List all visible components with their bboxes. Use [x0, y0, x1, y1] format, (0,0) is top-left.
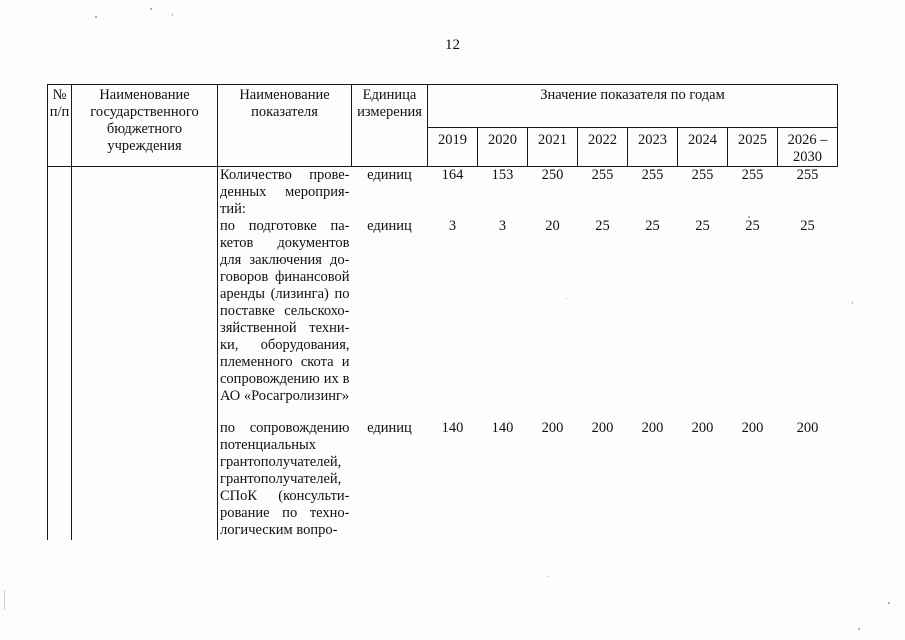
row-number-cell — [48, 218, 72, 420]
row-value: 200 — [591, 420, 614, 436]
header-year: 2020 — [478, 128, 528, 167]
row-value: 200 — [796, 420, 819, 436]
row-unit: единиц — [367, 167, 412, 183]
row-value: 255 — [641, 167, 664, 183]
row-value: 140 — [491, 420, 514, 436]
header-year: 2025 — [728, 128, 778, 167]
scan-speck — [852, 302, 853, 304]
row-number-cell — [48, 420, 72, 540]
row-value: 3 — [498, 218, 507, 234]
header-year: 2022 — [578, 128, 628, 167]
header-indicator: Наименование показателя — [218, 85, 352, 167]
row-value: 255 — [691, 167, 714, 183]
row-value: 200 — [691, 420, 714, 436]
row-value: 25 — [695, 218, 710, 234]
row-institution-cell — [72, 167, 218, 219]
scan-speck — [4, 590, 5, 610]
row-unit: единиц — [367, 420, 412, 436]
scan-speck — [548, 576, 549, 577]
row-value: 140 — [441, 420, 464, 436]
scan-speck — [95, 16, 97, 18]
header-year: 2019 — [428, 128, 478, 167]
row-number-cell — [48, 167, 72, 219]
scan-speck — [858, 628, 860, 630]
table-row — [48, 218, 838, 420]
row-institution-cell — [72, 218, 218, 420]
row-value: 25 — [800, 218, 815, 234]
scan-speck — [172, 14, 173, 16]
row-value: 255 — [796, 167, 819, 183]
header-year: 2023 — [628, 128, 678, 167]
row-indicator: Количество прове-денных мероприя-тий: — [220, 167, 350, 217]
header-year: 2026 – 2030 — [778, 128, 838, 167]
header-institution: Наименование государственного бюджетного учреждения — [72, 85, 218, 167]
header-no: № п/п — [48, 85, 72, 167]
scan-speck — [888, 602, 890, 604]
scan-speck — [566, 298, 567, 299]
header-year: 2024 — [678, 128, 728, 167]
scan-speck — [748, 216, 750, 218]
row-value: 25 — [645, 218, 660, 234]
row-institution-cell — [72, 420, 218, 540]
row-value: 25 — [745, 218, 760, 234]
row-indicator: по сопровождению потенциальных грантополучателей, грантополучателей, СПоК (консульти-рование по техно-логическим вопро- — [220, 420, 350, 538]
scan-speck — [150, 8, 152, 10]
table-row — [48, 420, 838, 540]
page-number: 12 — [445, 37, 460, 53]
row-value: 200 — [641, 420, 664, 436]
row-unit: единиц — [367, 218, 412, 234]
table-row — [48, 167, 838, 219]
row-value: 200 — [741, 420, 764, 436]
row-value: 255 — [741, 167, 764, 183]
row-value: 3 — [448, 218, 457, 234]
header-unit: Единица измерения — [352, 85, 428, 167]
indicator-table — [47, 84, 838, 540]
row-value: 153 — [491, 167, 514, 183]
row-value: 200 — [541, 420, 564, 436]
row-value: 25 — [595, 218, 610, 234]
header-year: 2021 — [528, 128, 578, 167]
row-value: 20 — [545, 218, 560, 234]
row-value: 250 — [541, 167, 564, 183]
header-values-by-year: Значение показателя по годам — [428, 85, 838, 128]
row-value: 255 — [591, 167, 614, 183]
row-value: 164 — [441, 167, 464, 183]
row-indicator: по подготовке па-кетов документов для заключения до-говоров финансовой аренды (лизинга) по поставке сельскохо-зяйственной техни-ки, оборудования, племенного скота и сопровождению их в АО «Росагролизинг» — [220, 218, 350, 404]
